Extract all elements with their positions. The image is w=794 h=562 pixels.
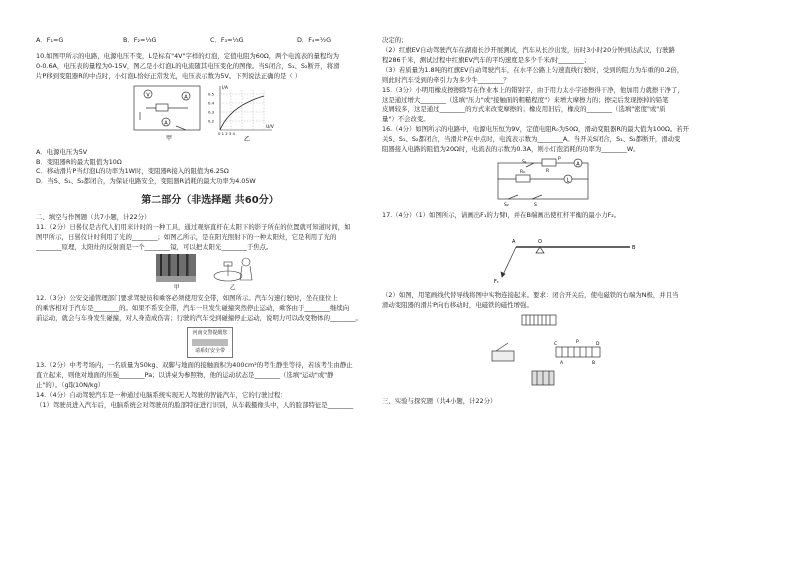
q10-option-b: B．变阻器R的最大阻值为10Ω bbox=[36, 157, 122, 166]
circuit-meter-a2: A bbox=[164, 120, 168, 127]
question-11 bbox=[36, 223, 384, 253]
q16-lamp-label: L bbox=[566, 177, 570, 184]
q12-line: 前运动，就会与车身发生碰撞，对人身造成伤害；行驶的汽车受到碰撞停止运动，说明力可以改变物体的________。 bbox=[36, 314, 362, 323]
q12-sign-text: 河南交警提醒您 bbox=[192, 330, 228, 337]
q12-line: 的乘客相对于汽车是________的。如果不系安全带，汽车一旦发生碰撞突然停止运动，乘客由于________继续向 bbox=[36, 304, 350, 313]
q11-forest-photo bbox=[156, 254, 196, 282]
q13-line: 13.（2分）中考考场内，一名质量为50kg、双脚与地面的接触面积为400cm²的考生静坐等待，若该考生由静止 bbox=[36, 361, 353, 370]
q17b-terminal-c: C bbox=[554, 341, 558, 347]
q11-figure bbox=[36, 252, 384, 290]
q15-line: 量"）不会改变。 bbox=[382, 115, 430, 124]
circuit-meter-a: A bbox=[184, 94, 188, 101]
q16-line: 阻器接入电路的阻值为20Ω时，电流表的示数为0.3A，则小灯泡消耗的功率为________W。 bbox=[382, 145, 640, 154]
q17-lever-figure bbox=[382, 221, 730, 287]
q16-r-label: R bbox=[546, 169, 550, 175]
q17-point-b: B bbox=[632, 244, 636, 251]
q17-point-a: A bbox=[512, 238, 516, 245]
q10-graph-i-tick: 0.5 bbox=[208, 91, 215, 97]
q16-s1-label: S₁ bbox=[522, 160, 527, 166]
question-10 bbox=[36, 52, 384, 82]
q17-lever bbox=[501, 247, 630, 277]
q16-circuit-figure bbox=[382, 155, 730, 207]
seatbelt-strap-icon bbox=[192, 339, 227, 346]
q16-s2-label: S₂ bbox=[504, 203, 509, 208]
q9-option-c: C．F₃=⅓G bbox=[210, 36, 244, 44]
q11-fig-label-yi: 乙 bbox=[230, 285, 236, 291]
q11-fig-label-jia: 甲 bbox=[174, 285, 180, 291]
q17b-electromagnet-figure bbox=[382, 311, 730, 393]
q14-line: 程286千米，测试过程中红旗EV汽车的平均速度是多少千米/时________； bbox=[382, 55, 591, 64]
q10-option-c: C．移动滑片P当灯泡L的功率为1W时，变阻器R接入的阻值为6.25Ω bbox=[36, 167, 229, 176]
q17b-terminal-d: D bbox=[596, 341, 600, 347]
right-column bbox=[382, 36, 730, 407]
q10-fig-label-yi: 乙 bbox=[244, 135, 251, 143]
question-15 bbox=[382, 86, 730, 126]
q12-line: 12.（3分）公安交通管理部门要求驾驶员和乘客必须使用安全带，如图所示。汽车匀速行驶时，坐在座位上 bbox=[36, 294, 338, 303]
question-12 bbox=[36, 294, 384, 324]
q16-ammeter-label: A bbox=[576, 161, 580, 168]
q14-line: （1）驾驶员进入汽车后，电脑系统会对驾驶员的脸部特征进行识别，从车载摄像头中，人的脸部特征是________ bbox=[36, 400, 354, 409]
q10-line: 0-0.6A，电压表的量程为0-15V，图乙是小灯泡L的电流随其电压变化的图像。当S闭合，S₁、S₂断开，将滑 bbox=[36, 61, 340, 70]
q16-p-label: P bbox=[558, 157, 561, 163]
q14-line: （3）若质量为1.8吨的红旗EV自动驾驶汽车，在水平公路上匀速直线行驶时，受到的阻力为车重的0.2倍， bbox=[382, 65, 684, 74]
q16-circuit-wires bbox=[498, 159, 588, 199]
q14-line: 决定的； bbox=[382, 36, 408, 44]
q16-s-label: S bbox=[534, 203, 537, 208]
q10-graph-u-axis: U/V bbox=[266, 124, 274, 130]
q17b-terminal-b: B bbox=[592, 360, 596, 366]
q11-solar-cooker-drawing bbox=[214, 258, 252, 281]
q12-seatbelt-sign bbox=[187, 327, 232, 358]
q10-line: 片P移到变阻器R的中点时，小灯泡L恰好正常发光，电压表示数为5V。下列说法正确的是（ ） bbox=[36, 71, 302, 80]
q10-graph-i-axis: I/A bbox=[222, 85, 228, 91]
q12-figure bbox=[36, 327, 384, 358]
q15-line: 这是通过增大________（选填"压力"或"接触面的粗糙程度"）来增大摩擦力的；擦完后发现擦掉的铅笔 bbox=[382, 95, 669, 104]
question-14 bbox=[36, 391, 384, 411]
q11-line: 图甲所示，日晷仪计时利用了光的________；如图乙所示，是在阳光照射下的一种太阳灶，它是利用了光的 bbox=[36, 232, 337, 241]
q17b-apparatus bbox=[492, 315, 600, 385]
section3-heading: 三、实验与探究题（共4小题，计22分） bbox=[382, 396, 497, 405]
q10-option-a: A．电源电压为5V bbox=[36, 147, 88, 156]
q10-figure bbox=[36, 82, 384, 144]
left-column bbox=[36, 36, 384, 411]
q17b-line: （2）如图，用笔画线代替导线将图中实物连接起来。要求：闭合开关后，使电磁铁的右端为N极，并且当 bbox=[382, 290, 679, 299]
q11-line: 11.（2分）日晷仪是古代人们用来计时的一种工具，通过观察直杆在太阳下的影子所在的位置就可知道时间，如 bbox=[36, 222, 351, 231]
q9-option-d: D．F₄=½G bbox=[297, 36, 332, 44]
q13-line: 止"的）。（g取10N/kg） bbox=[36, 381, 105, 390]
q10-graph-i-tick: 0.4 bbox=[208, 100, 215, 106]
q10-graph-i-tick: 0.3 bbox=[208, 109, 215, 115]
q10-graph-u-ticks: 0 1 2 3 4 bbox=[218, 130, 235, 136]
q9-options bbox=[36, 36, 384, 46]
question-17-part2 bbox=[382, 291, 730, 311]
q10-line: 10.如图甲所示的电路，电源电压不变，L是标有"4V"字样的灯泡，定值电阻为60Ω，两个电流表的量程均为 bbox=[36, 51, 340, 60]
q17b-terminal-a: A bbox=[560, 360, 564, 366]
q12-sign-text: 请系好安全带 bbox=[194, 348, 225, 355]
q17-force-f1: F₁ bbox=[494, 278, 499, 285]
q10-options bbox=[36, 148, 384, 188]
q17b-line: 滑动变阻器的滑片P向右移动时，电磁铁的磁性增强。 bbox=[382, 300, 533, 309]
q15-line: 15.（3分）小明用橡皮擦擦除写在作业本上的错别字，由于用力太小字迹擦得干净，他加用力就擦干净了， bbox=[382, 85, 684, 94]
q16-line: 关S、S₁、S₂都闭合，当滑片P在中点时，电流表示数为________A。当开关S闭合，S₁、S₂都断开，滑动变 bbox=[382, 135, 681, 144]
circuit-meter-v: V bbox=[146, 92, 150, 99]
q10-option-d: D．当S、S₁、S₂都闭合，为保证电路安全，变阻器R消耗的最大功率为4.05W bbox=[36, 177, 256, 186]
q9-option-b: B．F₂=⅓G bbox=[123, 36, 157, 44]
question-13 bbox=[36, 361, 384, 391]
q16-r0-label: R₀ bbox=[520, 170, 525, 176]
q10-graph-i-tick: 0.2 bbox=[208, 118, 215, 124]
q15-line: 皮屑较多，这是通过________的方式来改变摩擦的；橡皮用旧后，橡皮的________（选填"密度"或"质 bbox=[382, 105, 666, 114]
q14-line: 14.（4分）自动驾驶汽车是一种通过电脑系统实现无人驾驶的智能汽车，它的行驶过程： bbox=[36, 390, 287, 399]
q17b-slider-p: P bbox=[576, 339, 579, 345]
q14-line: （2）红旗EV自动驾驶汽车在湖南长沙开展测试，汽车从长沙出发，历时3小时20分钟到达武汉，行驶路 bbox=[382, 45, 676, 54]
q17-line: 17.（4分）（1）如图所示，请画出F₁的力臂l，并在B端画出使杠杆平衡的最小力F₂。 bbox=[382, 210, 621, 219]
part2-title: 第二部分（非选择题 共60分） bbox=[141, 195, 279, 207]
q14-line: 则此时汽车受到的牵引力为多少牛________？ bbox=[382, 75, 510, 84]
section2-heading: 二、填空与作图题（共7小题，计22分） bbox=[36, 212, 151, 221]
q10-iu-graph bbox=[220, 86, 272, 130]
question-16 bbox=[382, 125, 730, 155]
q10-fig-label-jia: 甲 bbox=[166, 134, 173, 142]
q9-option-a: A．F₁=G bbox=[36, 36, 64, 44]
q11-line: ________原理，太阳灶的反射面是一个________镜，可以把太阳光________于焦点。 bbox=[36, 242, 273, 251]
q13-line: 直立起来，则他对地面的压强________Pa；以讲桌为参照物，他的运动状态是________（选填"运动"或"静 bbox=[36, 371, 334, 380]
question-14-continued bbox=[382, 36, 730, 86]
q16-line: 16.（4分）如图所示的电路中，电源电压恒为9V，定值电阻R₀为50Ω，滑动变阻器R的最大值为100Ω。若开 bbox=[382, 125, 690, 134]
q17-point-o: O bbox=[538, 238, 542, 245]
